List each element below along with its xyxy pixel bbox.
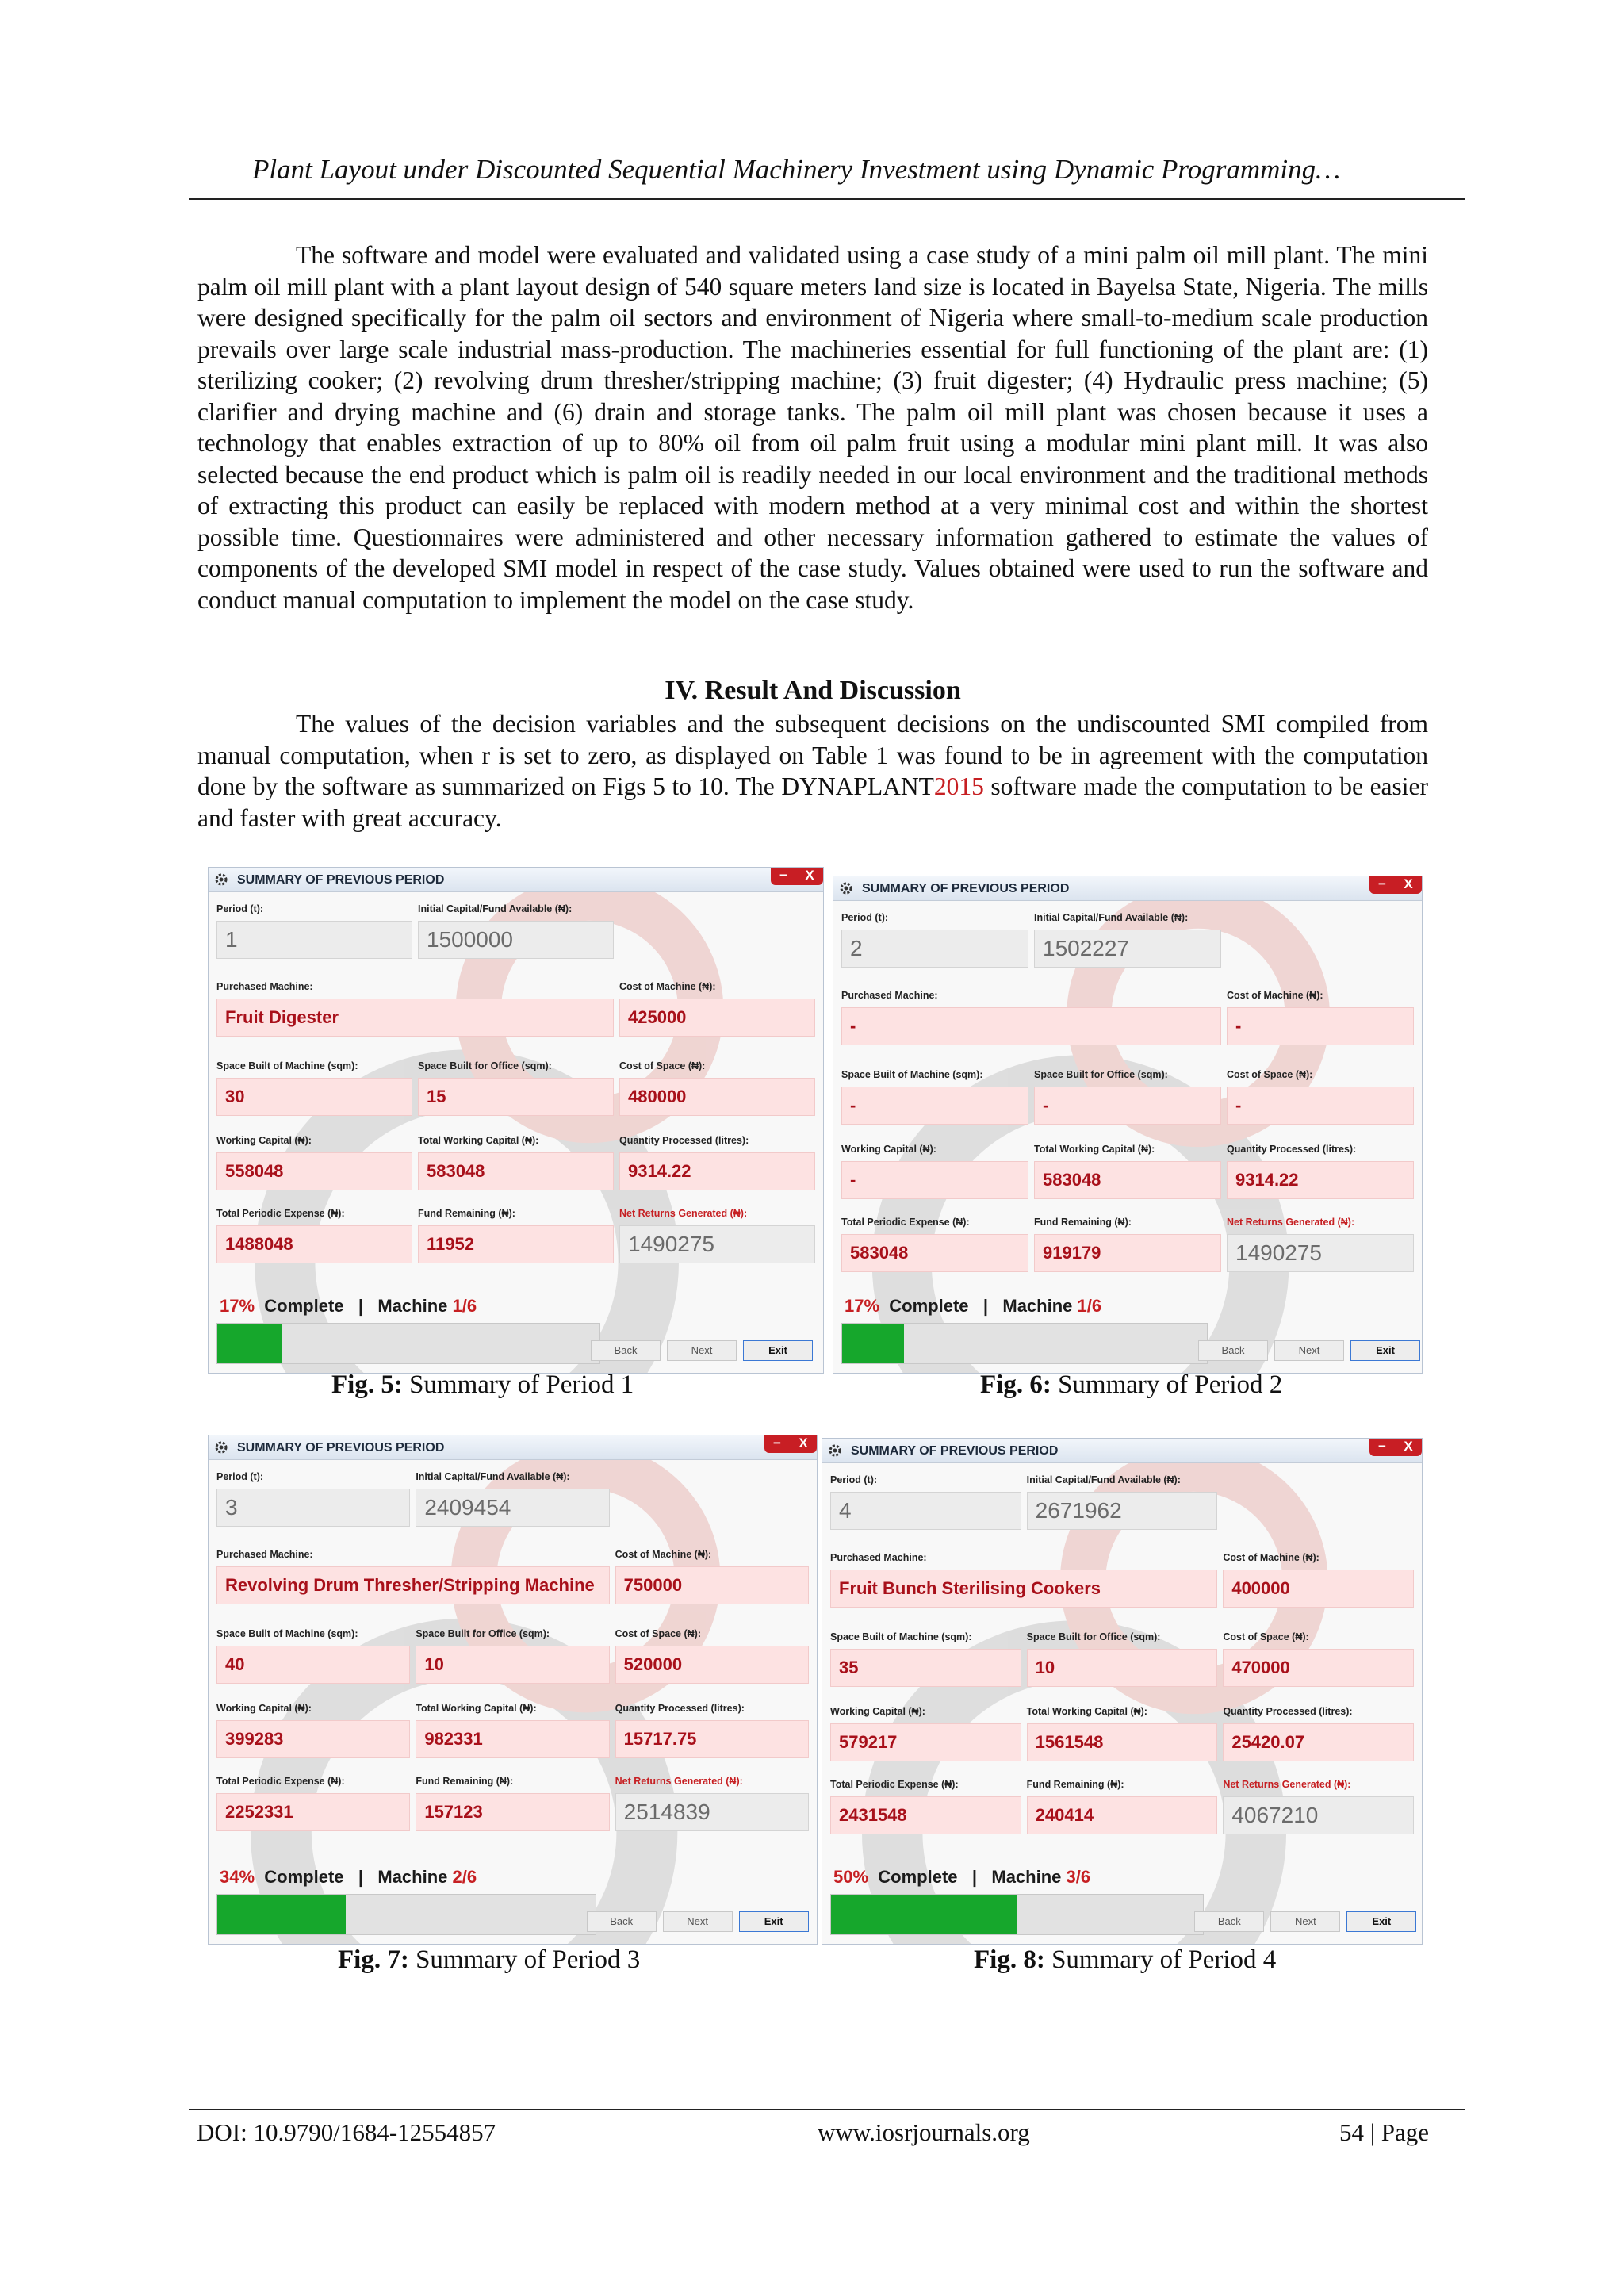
- total-periodic-expense-field: 1488048: [216, 1225, 412, 1263]
- progress-bar: [216, 1894, 596, 1935]
- space-office-label: Space Built for Office (sqm):: [416, 1628, 550, 1639]
- figure-caption-label: Fig. 8:: [974, 1945, 1045, 1974]
- window-title: SUMMARY OF PREVIOUS PERIOD: [237, 873, 445, 887]
- space-machine-field: 40: [216, 1646, 410, 1684]
- space-machine-field: -: [841, 1087, 1028, 1125]
- purchased-machine-field: Revolving Drum Thresher/Stripping Machine: [216, 1566, 610, 1604]
- initial-capital-field: 1500000: [418, 921, 614, 959]
- summary-window: [822, 1438, 1423, 1945]
- cost-of-machine-field: 750000: [615, 1566, 809, 1604]
- fund-remaining-field: 11952: [418, 1225, 614, 1263]
- window-content: [209, 1460, 817, 1944]
- purchased-machine-field: -: [841, 1007, 1221, 1045]
- net-returns-label: Net Returns Generated (₦):: [619, 1208, 748, 1219]
- fund-remaining-label: Fund Remaining (₦):: [416, 1776, 514, 1787]
- minimize-button[interactable]: −: [1369, 876, 1395, 894]
- space-office-label: Space Built for Office (sqm):: [1034, 1069, 1168, 1080]
- machine-fraction: 1/6: [452, 1296, 477, 1316]
- space-office-label: Space Built for Office (sqm):: [1026, 1631, 1161, 1642]
- purchased-machine-label: Purchased Machine:: [841, 990, 938, 1001]
- machine-label: Machine: [991, 1867, 1062, 1887]
- space-office-label: Space Built for Office (sqm):: [418, 1060, 552, 1071]
- cost-of-space-label: Cost of Space (₦):: [615, 1628, 701, 1639]
- app-gear-icon: [213, 1439, 229, 1455]
- back-button[interactable]: Back: [587, 1911, 657, 1932]
- window-content: [822, 1463, 1422, 1944]
- initial-capital-label: Initial Capital/Fund Available (₦):: [416, 1471, 570, 1482]
- total-periodic-expense-field: 2252331: [216, 1793, 410, 1831]
- cost-of-space-field: 480000: [619, 1078, 815, 1116]
- paragraph-2-highlight: 2015: [933, 772, 984, 800]
- progress-status: [833, 1867, 1090, 1888]
- working-capital-label: Working Capital (₦):: [216, 1703, 312, 1714]
- period-label: Period (t):: [841, 912, 889, 923]
- initial-capital-label: Initial Capital/Fund Available (₦):: [1026, 1474, 1181, 1485]
- status-separator: |: [358, 1296, 364, 1316]
- cost-of-space-field: 470000: [1223, 1649, 1414, 1687]
- paragraph-1: The software and model were evaluated and validated using a case study of a mini palm oil mill plant. The mini palm oil mill plant with a plant layout design of 540 square meters land size is located in Bayelsa State, Nigeria. The mills were designed specifically for the palm oil sectors and environment of Nigeria where small-to-medium scale production prevails over large scale industrial mass-production. The machineries essential for full functioning of the plant are: (1) sterilizing cooker; (2) revolving drum thresher/stripping machine; (3) fruit digester; (4) Hydraulic press machine; (5) clarifier and drying machine and (6) drain and storage tanks. The palm oil mill plant was chosen because it uses a technology that enables extraction of up to 80% oil from oil palm fruit using a modular mini plant mill. It was also selected because the end product which is palm oil is readily needed in our local environment and the traditional methods of extracting this product can easily be replaced with modern method at a very minimal cost and within the shortest possible time. Questionnaires were administered and other necessary information gathered to estimate the values of components of the developed SMI model in respect of the case study. Values obtained were used to run the software and conduct manual computation to implement the model on the case study.: [197, 241, 1428, 614]
- quantity-processed-label: Quantity Processed (litres):: [1227, 1144, 1357, 1155]
- space-machine-label: Space Built of Machine (sqm):: [216, 1628, 358, 1639]
- working-capital-label: Working Capital (₦):: [841, 1144, 936, 1155]
- exit-button[interactable]: Exit: [739, 1911, 809, 1932]
- footer-doi: DOI: 10.9790/1684-12554857: [197, 2118, 496, 2146]
- quantity-processed-field: 9314.22: [619, 1152, 815, 1190]
- percent-complete: 34%: [220, 1867, 255, 1887]
- title-bar: [833, 876, 1422, 901]
- summary-window: [208, 1435, 818, 1945]
- status-separator: |: [358, 1867, 364, 1887]
- back-button[interactable]: Back: [1198, 1340, 1268, 1361]
- cost-of-machine-field: -: [1227, 1007, 1414, 1045]
- machine-fraction: 3/6: [1066, 1867, 1091, 1887]
- cost-of-machine-label: Cost of Machine (₦):: [1227, 990, 1323, 1001]
- complete-label: Complete: [889, 1296, 969, 1316]
- progress-bar: [830, 1894, 1204, 1935]
- purchased-machine-field: Fruit Bunch Sterilising Cookers: [830, 1570, 1217, 1608]
- figure-caption: [338, 1945, 640, 1975]
- working-capital-field: -: [841, 1161, 1028, 1199]
- working-capital-field: 579217: [830, 1723, 1021, 1761]
- period-field: 4: [830, 1492, 1021, 1530]
- net-returns-field: 4067210: [1223, 1796, 1414, 1834]
- initial-capital-label: Initial Capital/Fund Available (₦):: [418, 903, 573, 914]
- period-label: Period (t):: [830, 1474, 878, 1485]
- machine-fraction: 1/6: [1077, 1296, 1102, 1316]
- running-head: [189, 151, 1465, 200]
- figure-caption-label: Fig. 5:: [331, 1370, 403, 1399]
- title-bar: [209, 868, 823, 892]
- initial-capital-field: 1502227: [1034, 930, 1221, 968]
- figure-caption: [974, 1945, 1276, 1975]
- net-returns-field: 1490275: [1227, 1234, 1414, 1272]
- running-head-text: Plant Layout under Discounted Sequential Machinery Investment using Dynamic Programming…: [252, 154, 1341, 185]
- close-button[interactable]: X: [1395, 1439, 1422, 1456]
- progress-fill: [842, 1324, 904, 1363]
- complete-label: Complete: [878, 1867, 958, 1887]
- total-working-capital-field: 583048: [418, 1152, 614, 1190]
- total-working-capital-field: 583048: [1034, 1161, 1221, 1199]
- period-field: 3: [216, 1489, 410, 1527]
- space-machine-label: Space Built of Machine (sqm):: [216, 1060, 358, 1071]
- space-machine-field: 35: [830, 1649, 1021, 1687]
- summary-window: [208, 867, 824, 1374]
- working-capital-label: Working Capital (₦):: [830, 1706, 925, 1717]
- total-working-capital-label: Total Working Capital (₦):: [418, 1135, 539, 1146]
- figure-caption: [331, 1370, 634, 1400]
- total-periodic-expense-field: 583048: [841, 1234, 1028, 1272]
- total-working-capital-field: 982331: [416, 1720, 609, 1758]
- next-button[interactable]: Next: [1274, 1340, 1344, 1361]
- net-returns-field: 2514839: [615, 1793, 809, 1831]
- quantity-processed-field: 15717.75: [615, 1720, 809, 1758]
- quantity-processed-field: 9314.22: [1227, 1161, 1414, 1199]
- figure-caption-label: Fig. 7:: [338, 1945, 409, 1974]
- status-separator: |: [982, 1296, 989, 1316]
- cost-of-space-field: -: [1227, 1087, 1414, 1125]
- minimize-button[interactable]: −: [1369, 1439, 1395, 1456]
- footer-site: www.iosrjournals.org: [818, 2118, 1030, 2146]
- machine-label: Machine: [377, 1296, 448, 1316]
- working-capital-field: 399283: [216, 1720, 410, 1758]
- back-button[interactable]: Back: [591, 1340, 661, 1361]
- space-office-field: 10: [1027, 1649, 1218, 1687]
- machine-fraction: 2/6: [452, 1867, 477, 1887]
- total-working-capital-label: Total Working Capital (₦):: [1026, 1706, 1147, 1717]
- page-footer: [189, 2109, 1465, 2166]
- exit-button[interactable]: Exit: [1346, 1911, 1416, 1932]
- paragraph-2: [197, 708, 1428, 834]
- next-button[interactable]: Next: [663, 1911, 733, 1932]
- window-title: SUMMARY OF PREVIOUS PERIOD: [851, 1444, 1059, 1458]
- window-title: SUMMARY OF PREVIOUS PERIOD: [237, 1441, 445, 1455]
- initial-capital-field: 2409454: [416, 1489, 609, 1527]
- minimize-button[interactable]: −: [771, 868, 796, 885]
- purchased-machine-label: Purchased Machine:: [216, 1549, 313, 1560]
- figure-caption-label: Fig. 6:: [980, 1370, 1051, 1399]
- figure-caption-text: Summary of Period 2: [1051, 1370, 1283, 1399]
- back-button[interactable]: Back: [1194, 1911, 1264, 1932]
- paragraph-2-text: The values of the decision variables and the subsequent decisions on the undiscounted SMI compiled from manual computation, when r is set to zero, as displayed on Table 1 was found to be in agreement with the computation done by the software as summarized on Figs 5 to 10. The DYNAPLANT: [197, 710, 1428, 800]
- fund-remaining-label: Fund Remaining (₦):: [1034, 1217, 1132, 1228]
- working-capital-label: Working Capital (₦):: [216, 1135, 312, 1146]
- exit-button[interactable]: Exit: [743, 1340, 813, 1361]
- cost-of-space-field: 520000: [615, 1646, 809, 1684]
- total-working-capital-label: Total Working Capital (₦):: [1034, 1144, 1155, 1155]
- progress-fill: [217, 1324, 282, 1363]
- complete-label: Complete: [264, 1867, 344, 1887]
- cost-of-space-label: Cost of Space (₦):: [1227, 1069, 1313, 1080]
- close-button[interactable]: X: [790, 1435, 817, 1453]
- net-returns-label: Net Returns Generated (₦):: [1223, 1779, 1351, 1790]
- figure-caption-text: Summary of Period 4: [1044, 1945, 1277, 1974]
- window-content: [833, 901, 1422, 1373]
- paragraph-2-tail: software made the computation to be easier and faster with great accuracy.: [197, 772, 1429, 832]
- footer-page: 54 | Page: [1339, 2118, 1429, 2146]
- space-office-field: -: [1034, 1087, 1221, 1125]
- title-bar: [822, 1439, 1422, 1463]
- total-periodic-expense-label: Total Periodic Expense (₦):: [216, 1776, 345, 1787]
- cost-of-space-label: Cost of Space (₦):: [619, 1060, 706, 1071]
- status-separator: |: [971, 1867, 978, 1887]
- working-capital-field: 558048: [216, 1152, 412, 1190]
- fund-remaining-field: 240414: [1027, 1796, 1218, 1834]
- next-button[interactable]: Next: [667, 1340, 737, 1361]
- period-label: Period (t):: [216, 1471, 264, 1482]
- initial-capital-field: 2671962: [1027, 1492, 1218, 1530]
- total-working-capital-field: 1561548: [1027, 1723, 1218, 1761]
- cost-of-machine-label: Cost of Machine (₦):: [1223, 1552, 1320, 1563]
- percent-complete: 50%: [833, 1867, 869, 1887]
- section-title: IV. Result And Discussion: [665, 676, 961, 705]
- figure-caption: [980, 1370, 1282, 1400]
- total-periodic-expense-field: 2431548: [830, 1796, 1021, 1834]
- app-gear-icon: [838, 880, 854, 896]
- purchased-machine-label: Purchased Machine:: [216, 981, 313, 992]
- fund-remaining-label: Fund Remaining (₦):: [1026, 1779, 1124, 1790]
- progress-status: [220, 1296, 477, 1317]
- cost-of-space-label: Cost of Space (₦):: [1223, 1631, 1309, 1642]
- net-returns-field: 1490275: [619, 1225, 815, 1263]
- progress-status: [845, 1296, 1101, 1317]
- quantity-processed-label: Quantity Processed (litres):: [619, 1135, 749, 1146]
- title-bar: [209, 1435, 817, 1460]
- exit-button[interactable]: Exit: [1350, 1340, 1420, 1361]
- cost-of-machine-field: 425000: [619, 999, 815, 1037]
- space-machine-label: Space Built of Machine (sqm):: [841, 1069, 983, 1080]
- percent-complete: 17%: [845, 1296, 880, 1316]
- machine-label: Machine: [377, 1867, 448, 1887]
- next-button[interactable]: Next: [1270, 1911, 1340, 1932]
- space-office-field: 15: [418, 1078, 614, 1116]
- quantity-processed-field: 25420.07: [1223, 1723, 1414, 1761]
- progress-bar: [216, 1323, 600, 1364]
- cost-of-machine-label: Cost of Machine (₦):: [615, 1549, 712, 1560]
- figure-caption-text: Summary of Period 1: [402, 1370, 634, 1399]
- complete-label: Complete: [264, 1296, 344, 1316]
- window-content: [209, 892, 823, 1373]
- cost-of-machine-field: 400000: [1223, 1570, 1414, 1608]
- machine-label: Machine: [1002, 1296, 1073, 1316]
- total-working-capital-label: Total Working Capital (₦):: [416, 1703, 537, 1714]
- quantity-processed-label: Quantity Processed (litres):: [615, 1703, 745, 1714]
- total-periodic-expense-label: Total Periodic Expense (₦):: [830, 1779, 959, 1790]
- space-machine-label: Space Built of Machine (sqm):: [830, 1631, 972, 1642]
- period-field: 1: [216, 921, 412, 959]
- total-periodic-expense-label: Total Periodic Expense (₦):: [841, 1217, 970, 1228]
- close-button[interactable]: X: [1395, 876, 1422, 894]
- space-machine-field: 30: [216, 1078, 412, 1116]
- period-field: 2: [841, 930, 1028, 968]
- progress-status: [220, 1867, 477, 1888]
- period-label: Period (t):: [216, 903, 264, 914]
- close-button[interactable]: X: [796, 868, 823, 885]
- total-periodic-expense-label: Total Periodic Expense (₦):: [216, 1208, 345, 1219]
- initial-capital-label: Initial Capital/Fund Available (₦):: [1034, 912, 1189, 923]
- minimize-button[interactable]: −: [764, 1435, 790, 1453]
- progress-bar: [841, 1323, 1208, 1364]
- space-office-field: 10: [416, 1646, 609, 1684]
- app-gear-icon: [213, 872, 229, 887]
- cost-of-machine-label: Cost of Machine (₦):: [619, 981, 716, 992]
- quantity-processed-label: Quantity Processed (litres):: [1223, 1706, 1353, 1717]
- figure-caption-text: Summary of Period 3: [408, 1945, 641, 1974]
- progress-fill: [217, 1895, 346, 1934]
- net-returns-label: Net Returns Generated (₦):: [1227, 1217, 1355, 1228]
- percent-complete: 17%: [220, 1296, 255, 1316]
- net-returns-label: Net Returns Generated (₦):: [615, 1776, 743, 1787]
- purchased-machine-field: Fruit Digester: [216, 999, 614, 1037]
- fund-remaining-field: 157123: [416, 1793, 609, 1831]
- fund-remaining-label: Fund Remaining (₦):: [418, 1208, 515, 1219]
- fund-remaining-field: 919179: [1034, 1234, 1221, 1272]
- summary-window: [833, 876, 1423, 1374]
- purchased-machine-label: Purchased Machine:: [830, 1552, 927, 1563]
- app-gear-icon: [827, 1443, 843, 1458]
- window-title: SUMMARY OF PREVIOUS PERIOD: [862, 882, 1070, 895]
- progress-fill: [831, 1895, 1017, 1934]
